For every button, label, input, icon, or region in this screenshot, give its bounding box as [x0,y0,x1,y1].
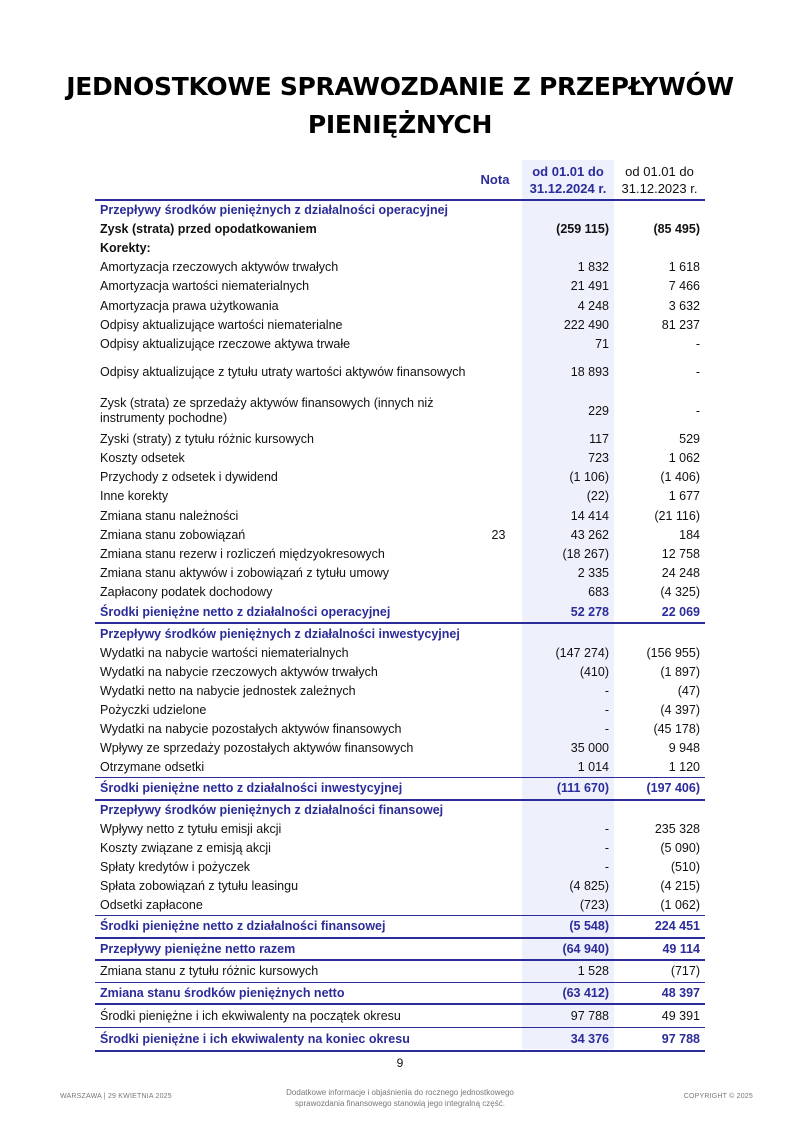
row-value-2024: (259 115) [556,222,609,237]
row-value-2024: (64 940) [562,941,609,956]
row-label: Koszty związane z emisją akcji [100,840,271,855]
row-value-2024: 14 414 [570,508,609,523]
row-label: Zmiana stanu należności [100,508,239,523]
row-value-2024: (18 267) [562,546,609,561]
header-current-period-line-1: od 01.01 do [532,164,604,179]
row-value-2023: 529 [679,432,700,447]
section-heading-investing [95,624,705,643]
row-label: Odsetki zapłacone [100,898,203,913]
total-row-net-cash-flow [95,939,705,962]
row-label: Środki pieniężne netto z działalności inwestycyjnej [100,780,403,795]
row-value-2024: 21 491 [570,279,609,294]
row-value-2024: - [604,821,609,836]
row-label: Wydatki na nabycie wartości niematerialnych [100,645,349,660]
row-value-2024: 71 [595,336,609,351]
row-value-2023: (47) [677,683,700,698]
row-value-2023: 235 328 [654,821,700,836]
row-label: Wydatki na nabycie pozostałych aktywów finansowych [100,721,402,736]
table-row [95,896,705,916]
row-label: Spłata zobowiązań z tytułu leasingu [100,879,299,894]
row-label: Odpisy aktualizujące z tytułu utraty wartości aktywów finansowych [100,365,466,380]
table-row [95,277,705,296]
table-row [95,468,705,487]
footer-center-line-1: Dodatkowe informacje i objaśnienia do rocznego jednostkowego [286,1088,514,1097]
row-value-2024: (5 548) [569,919,609,934]
row-label: Spłaty kredytów i pożyczek [100,860,251,875]
row-value-2024: (4 825) [569,879,609,894]
row-label: Wpływy netto z tytułu emisji akcji [100,821,282,836]
row-value-2023: 184 [679,527,700,542]
row-value-2024: - [604,721,609,736]
table-row [95,526,705,545]
row-label: Zyski (straty) z tytułu różnic kursowych [100,432,314,447]
row-value-2024: 1 832 [577,260,609,275]
section-heading-financing [95,801,705,820]
table-row [95,1005,705,1028]
row-value-2024: 43 262 [570,527,609,542]
row-value-2023: (197 406) [646,780,700,795]
row-label: Amortyzacja prawa użytkowania [100,298,279,313]
row-value-2023: 22 069 [661,604,700,619]
row-label: Amortyzacja rzeczowych aktywów trwałych [100,260,339,275]
footer-right: COPYRIGHT © 2025 [683,1093,753,1100]
row-value-2023: (21 116) [654,508,700,523]
row-value-2024: 34 376 [570,1031,609,1046]
table-row [95,220,705,239]
row-value-2023: (1 406) [660,470,700,485]
table-row [95,644,705,663]
table-row [95,663,705,682]
row-value-2023: 3 632 [668,298,700,313]
row-label: Przychody z odsetek i dywidend [100,470,278,485]
row-label: Koszty odsetek [100,451,185,466]
row-label: Zysk (strata) ze sprzedaży aktywów finansowych (innych niż instrumenty pochodne) [100,396,434,426]
row-value-2023: - [695,365,700,380]
footer-center [250,1087,550,1109]
table-row [95,820,705,839]
row-label: Przepływy środków pieniężnych z działalności operacyjnej [100,203,449,218]
row-value-2024: - [604,860,609,875]
row-value-2023: 24 248 [661,565,700,580]
row-value-2024: 723 [588,451,609,466]
table-row [95,739,705,758]
row-value-2023: (4 215) [660,879,700,894]
row-label: Środki pieniężne netto z działalności operacyjnej [100,604,391,619]
row-value-2023: 49 391 [661,1008,700,1023]
row-value-2023: 7 466 [668,279,700,294]
table-row [95,583,705,602]
row-value-2023: - [695,336,700,351]
table-row [95,545,705,564]
row-value-2024: 1 014 [577,760,609,775]
row-label: Odpisy aktualizujące rzeczowe aktywa trwałe [100,336,351,351]
row-value-2024: 97 788 [570,1008,609,1023]
row-value-2024: - [604,840,609,855]
row-label: Zmiana stanu zobowiązań [100,527,246,542]
row-value-2024: - [604,702,609,717]
row-label: Inne korekty [100,489,169,504]
row-value-2023: 224 451 [654,919,700,934]
row-value-2023: (85 495) [653,222,700,237]
row-value-2023: 48 397 [661,985,700,1000]
table-header [95,160,705,201]
row-label: Środki pieniężne netto z działalności finansowej [100,919,386,934]
row-value-2023: (717) [670,964,700,979]
row-value-2024: 117 [589,432,609,447]
row-value-2023: (156 955) [646,645,700,660]
total-row-financing [95,916,705,939]
row-value-2024: (1 106) [569,470,609,485]
row-value-2023: (1 897) [660,664,700,679]
row-value-2023: (45 178) [653,721,700,736]
header-current-period-line-2: 31.12.2024 r. [529,181,607,196]
row-value-2024: 2 335 [577,565,609,580]
total-row-closing-balance [95,1028,705,1052]
row-value-2023: (4 397) [660,702,700,717]
header-current-period [522,163,614,197]
row-value-2023: (510) [670,860,700,875]
table-row [95,758,705,778]
table-row [95,449,705,468]
row-label: Wydatki na nabycie rzeczowych aktywów trwałych [100,664,378,679]
page-number: 9 [396,1056,404,1070]
row-label: Korekty: [100,241,151,256]
table-row [95,701,705,720]
table-row [95,430,705,449]
row-value-2023: 97 788 [661,1031,700,1046]
total-row-investing [95,778,705,801]
table-row [95,839,705,858]
row-value-2024: (22) [586,489,609,504]
total-row-operating [95,602,705,625]
row-value-2024: 52 278 [570,604,609,619]
row-value-2023: (4 325) [660,584,700,599]
row-value-2024: (410) [579,664,609,679]
row-value-2023: 1 062 [668,451,700,466]
table-row [95,961,705,983]
table-row [95,392,705,430]
row-label: Przepływy środków pieniężnych z działalności finansowej [100,802,444,817]
row-value-2023: 12 758 [661,546,700,561]
footer-left: WARSZAWA | 29 KWIETNIA 2025 [60,1093,172,1100]
header-nota: Nota [480,172,510,187]
row-value-2023: 1 677 [668,489,700,504]
row-value-2023: (1 062) [660,898,700,913]
total-row-net-change [95,983,705,1006]
table-row [95,487,705,506]
cash-flow-table [95,160,705,1052]
row-label: Zmiana stanu rezerw i rozliczeń międzyokresowych [100,546,385,561]
title-line-2: PIENIĘŻNYCH [307,110,493,139]
row-label: Zysk (strata) przed opodatkowaniem [100,222,317,237]
table-row [95,354,705,392]
row-value-2024: 229 [588,403,609,418]
row-value-2024: - [604,683,609,698]
row-value-2024: 1 528 [577,964,609,979]
row-value-2024: (147 274) [555,645,609,660]
page-title [60,68,740,144]
row-value-2023: 49 114 [662,941,700,956]
table-row [95,258,705,277]
row-label: Przepływy pieniężne netto razem [100,941,296,956]
table-row [95,682,705,701]
row-label: Zmiana stanu środków pieniężnych netto [100,985,345,1000]
table-row [95,858,705,877]
row-label: Środki pieniężne i ich ekwiwalenty na początek okresu [100,1008,401,1023]
row-label: Przepływy środków pieniężnych z działalności inwestycyjnej [100,626,460,641]
row-value-2024: 18 893 [570,365,609,380]
row-value-2023: 81 237 [661,317,700,332]
row-label: Pożyczki udzielone [100,702,207,717]
title-line-1: JEDNOSTKOWE SPRAWOZDANIE Z PRZEPŁYWÓW [66,72,734,101]
row-value-2023: 1 618 [668,260,700,275]
header-previous-period [614,163,705,197]
row-nota: 23 [491,527,506,542]
row-label: Środki pieniężne i ich ekwiwalenty na koniec okresu [100,1031,410,1046]
table-row [95,316,705,335]
row-value-2024: 35 000 [570,741,609,756]
row-label: Zapłacony podatek dochodowy [100,584,273,599]
row-value-2023: (5 090) [660,840,700,855]
section-heading-operating [95,201,705,220]
row-value-2024: 4 248 [577,298,609,313]
row-value-2023: - [695,403,700,418]
table-row [95,507,705,526]
row-label: Zmiana stanu z tytułu różnic kursowych [100,964,319,979]
row-label: Wydatki netto na nabycie jednostek zależnych [100,683,356,698]
row-value-2024: 683 [588,584,609,599]
row-value-2024: (111 670) [556,780,609,795]
row-value-2024: (723) [579,898,609,913]
footer-center-line-2: sprawozdania finansowego stanowią jego integralną część. [295,1099,505,1108]
row-value-2024: (63 412) [562,985,609,1000]
table-row [95,296,705,315]
row-value-2024: 222 490 [563,317,609,332]
table-row [95,877,705,896]
table-row [95,564,705,583]
row-label: Zmiana stanu aktywów i zobowiązań z tytułu umowy [100,565,390,580]
header-previous-period-line-1: od 01.01 do [625,164,694,179]
header-previous-period-line-2: 31.12.2023 r. [621,181,698,196]
table-row [95,335,705,354]
row-label: Odpisy aktualizujące wartości niematerialne [100,317,343,332]
table-row [95,239,705,258]
table-row [95,720,705,739]
row-label: Wpływy ze sprzedaży pozostałych aktywów finansowych [100,741,414,756]
row-value-2023: 1 120 [668,760,700,775]
row-value-2023: 9 948 [668,741,700,756]
row-label: Otrzymane odsetki [100,760,205,775]
row-label: Amortyzacja wartości niematerialnych [100,279,310,294]
